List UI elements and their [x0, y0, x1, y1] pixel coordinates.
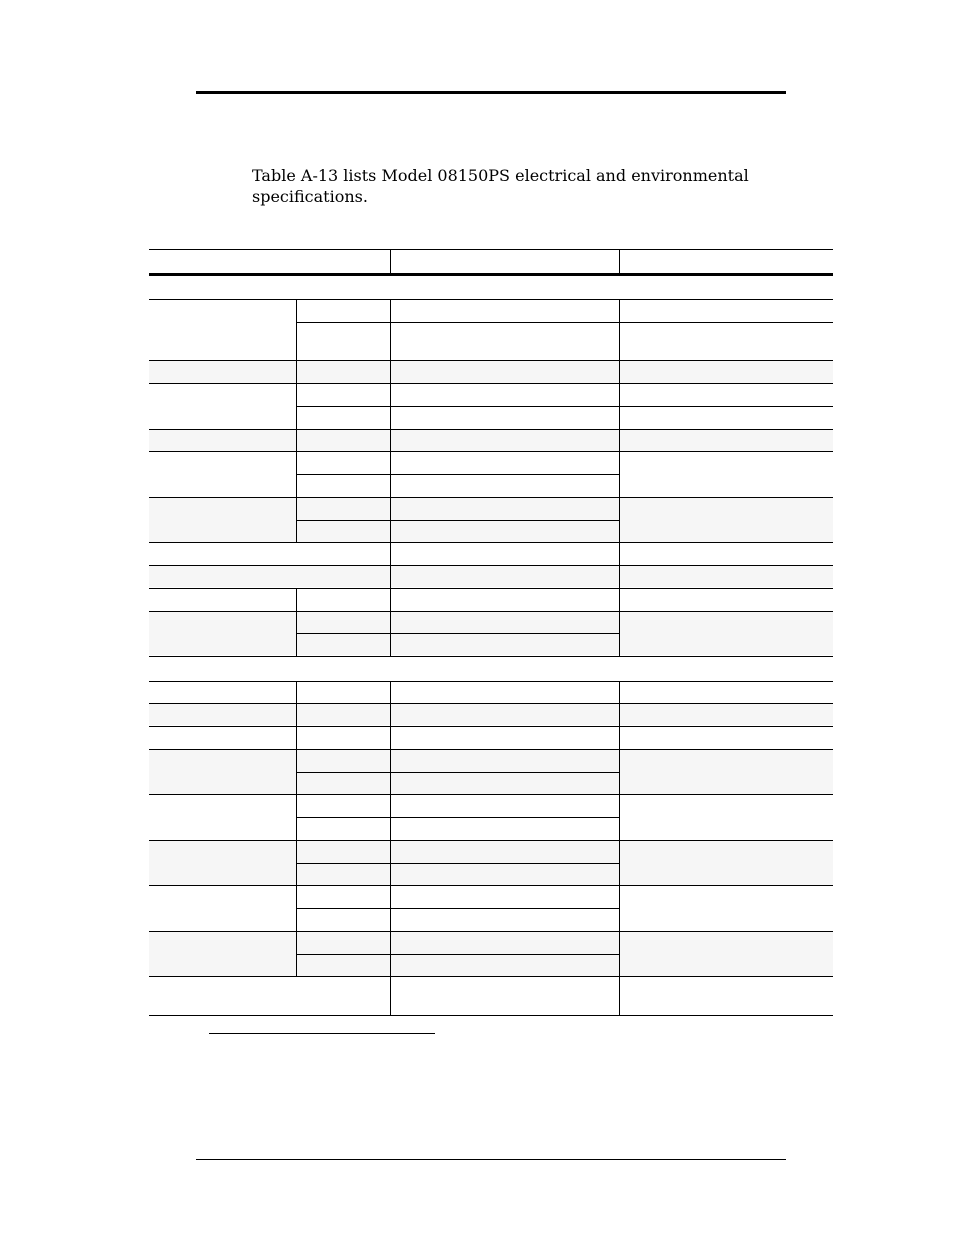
footer-rule — [196, 1159, 786, 1160]
table-row — [149, 361, 833, 383]
header-rule — [196, 91, 786, 94]
table-header-rule — [149, 273, 833, 276]
table-bottom-rule — [149, 1015, 833, 1016]
table-row — [149, 566, 833, 587]
intro-paragraph: Table A-13 lists Model 08150PS electrical and environmental specifications. — [252, 166, 749, 206]
table-row — [149, 430, 833, 451]
footnote-rule — [209, 1033, 435, 1034]
table-row — [149, 704, 833, 725]
table-top-rule — [149, 249, 833, 250]
